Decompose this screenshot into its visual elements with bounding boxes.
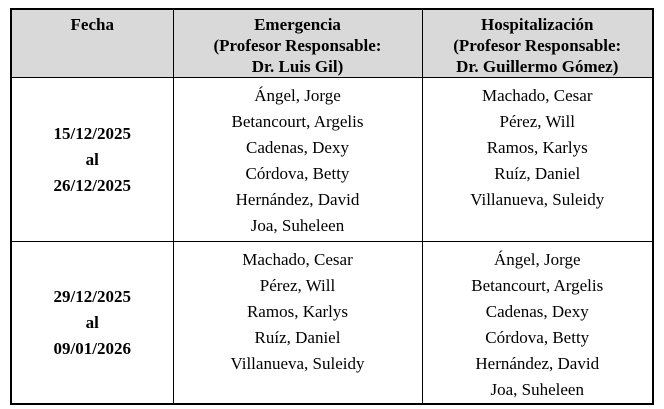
hospitalizacion-names-cell (422, 78, 653, 242)
person-name: Betancourt, Argelis (231, 112, 364, 131)
person-name: Machado, Cesar (482, 86, 593, 105)
person-name: Betancourt, Argelis (471, 276, 604, 295)
person-name: Villanueva, Suleidy (470, 190, 605, 209)
header-hospitalizacion-professor: Dr. Guillermo Gómez) (456, 57, 619, 76)
person-name: Joa, Suheleen (250, 216, 345, 235)
document-page (10, 8, 654, 405)
person-name: Hernández, David (235, 190, 360, 209)
date-start: 29/12/2025 (53, 286, 131, 306)
person-name: Villanueva, Suleidy (230, 354, 365, 373)
table-row (11, 78, 653, 242)
header-emergencia-subtitle: (Profesor Responsable: (213, 36, 382, 55)
date-separator: al (85, 312, 99, 332)
emergencia-names-cell (173, 242, 422, 405)
person-name: Pérez, Will (259, 276, 336, 295)
person-name: Ruíz, Daniel (254, 328, 341, 347)
date-range-cell (11, 242, 173, 405)
person-name: Ángel, Jorge (493, 250, 581, 269)
person-name: Cadenas, Dexy (485, 302, 589, 321)
date-start: 15/12/2025 (53, 123, 131, 143)
date-separator: al (85, 149, 99, 169)
emergencia-names-cell (173, 78, 422, 242)
person-name: Ruíz, Daniel (494, 164, 581, 183)
person-name: Córdova, Betty (245, 164, 350, 183)
schedule-table (10, 8, 654, 405)
header-fecha-label: Fecha (70, 15, 114, 34)
hospitalizacion-names-cell (422, 242, 653, 405)
header-hospitalizacion-subtitle: (Profesor Responsable: (453, 36, 622, 55)
header-hospitalizacion-title: Hospitalización (481, 15, 594, 34)
person-name: Machado, Cesar (242, 250, 353, 269)
person-name: Pérez, Will (499, 112, 575, 131)
person-name: Cadenas, Dexy (246, 138, 349, 157)
header-emergencia-professor: Dr. Luis Gil) (251, 57, 344, 76)
person-name: Ramos, Karlys (486, 138, 588, 157)
table-row (11, 242, 653, 405)
date-range-cell (11, 78, 173, 242)
person-name: Hernández, David (475, 354, 600, 373)
date-end: 26/12/2025 (53, 175, 131, 195)
header-cell-fecha (11, 9, 173, 78)
person-name: Córdova, Betty (485, 328, 590, 347)
person-name: Ángel, Jorge (254, 86, 341, 105)
person-name: Ramos, Karlys (246, 302, 349, 321)
person-name: Joa, Suheleen (490, 380, 584, 399)
header-cell-hospitalizacion (422, 9, 653, 78)
date-end: 09/01/2026 (53, 338, 131, 358)
header-emergencia-title: Emergencia (254, 15, 341, 34)
header-row (11, 9, 653, 78)
header-cell-emergencia (173, 9, 422, 78)
